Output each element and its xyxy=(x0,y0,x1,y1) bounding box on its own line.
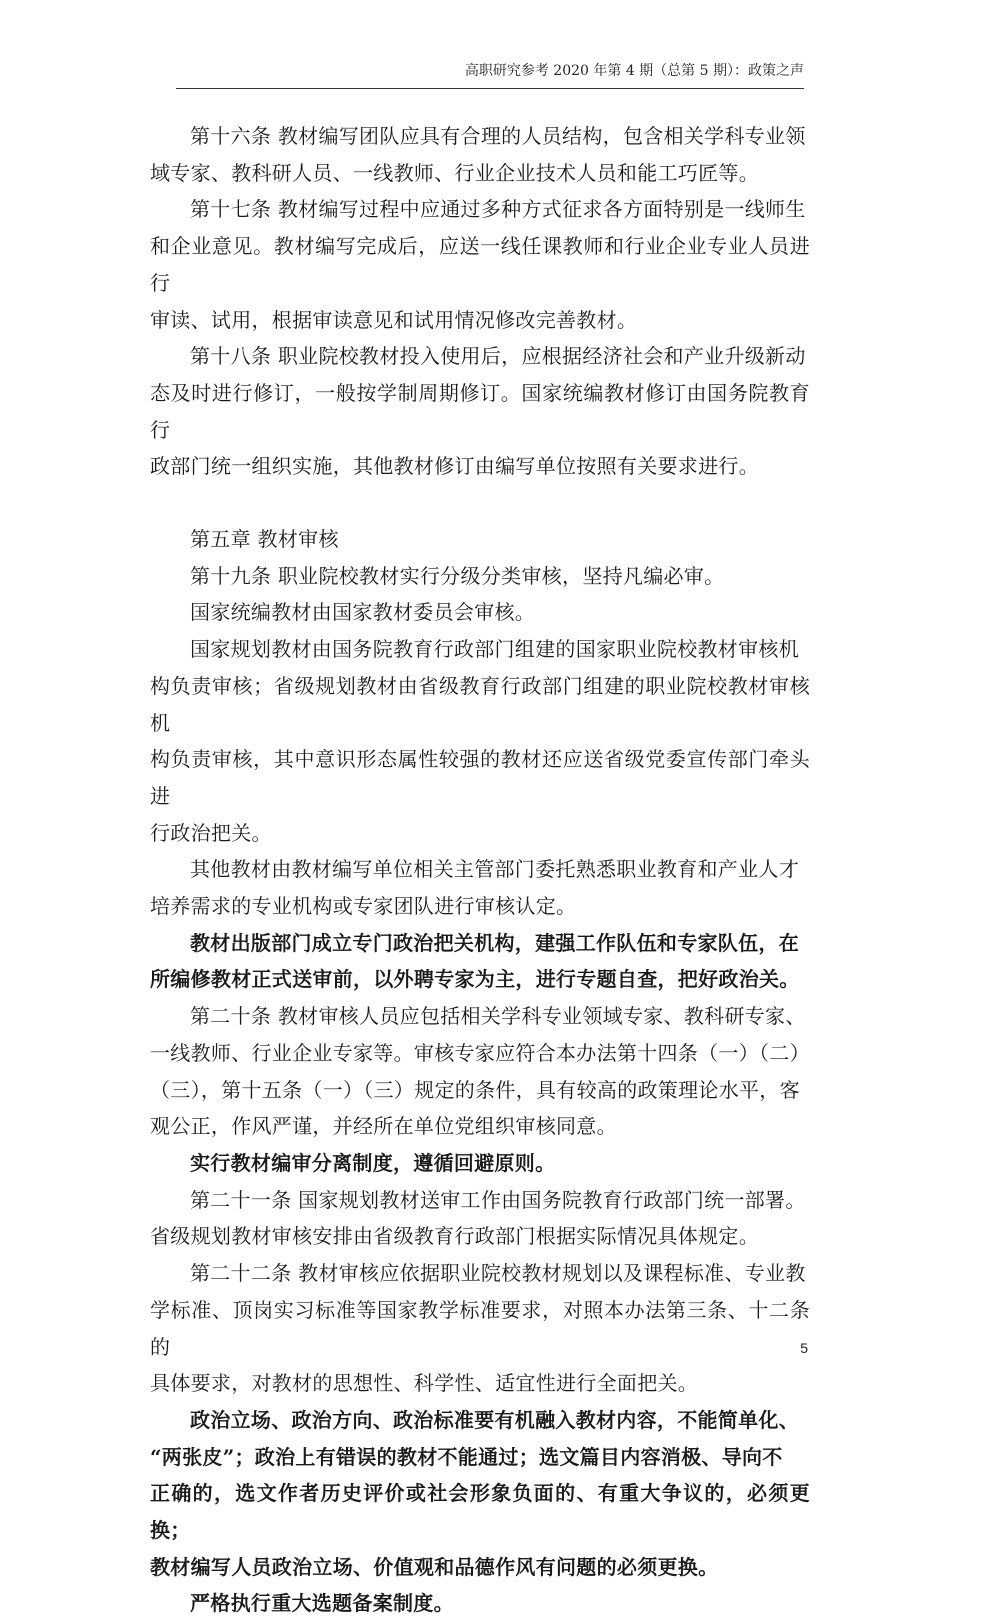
text-line: 第二十一条 国家规划教材送审工作由国务院教育行政部门统一部署。 xyxy=(190,1187,806,1212)
text-line: 审读、试用，根据审读意见和试用情况修改完善教材。 xyxy=(150,307,638,332)
paragraph-article-17 xyxy=(150,191,810,338)
text-line: 第五章 教材审核 xyxy=(190,527,339,552)
text-line: 第十七条 教材编写过程中应通过多种方式征求各方面特别是一线师生 xyxy=(190,197,806,222)
paragraph-national-planning xyxy=(150,631,810,851)
text-line: 观公正，作风严谨，并经所在单位党组织审核同意。 xyxy=(150,1114,617,1139)
text-line: 政部门统一组织实施，其他教材修订由编写单位按照有关要求进行。 xyxy=(150,454,759,479)
text-line: 态及时进行修订，一般按学制周期修订。国家统编教材修订由国务院教育行 xyxy=(150,380,810,442)
paragraph-article-18 xyxy=(150,338,810,485)
document-body xyxy=(150,118,810,1622)
paragraph-other-materials xyxy=(150,851,810,924)
text-line: 省级规划教材审核安排由省级教育行政部门根据实际情况具体规定。 xyxy=(150,1224,759,1249)
text-line: 政治立场、政治方向、政治标准要有机融入教材内容，不能简单化、 xyxy=(190,1407,799,1432)
text-line: 其他教材由教材编写单位相关主管部门委托熟悉职业教育和产业人才 xyxy=(190,857,799,882)
text-line: 第二十条 教材审核人员应包括相关学科专业领域专家、教科研专家、 xyxy=(190,1004,806,1029)
text-line: 域专家、教科研人员、一线教师、行业企业技术人员和能工巧匠等。 xyxy=(150,160,759,185)
text-line: 国家统编教材由国家教材委员会审核。 xyxy=(190,600,536,625)
header-rule xyxy=(176,88,804,89)
text-line: 第十八条 职业院校教材投入使用后，应根据经济社会和产业升级新动 xyxy=(190,344,806,369)
paragraph-article-19 xyxy=(190,558,810,595)
text-line: 一线教师、行业企业专家等。审核专家应符合本办法第十四条（一）（二） xyxy=(150,1040,810,1065)
text-line: 构负责审核，其中意识形态属性较强的教材还应送省级党委宣传部门牵头进 xyxy=(150,747,810,808)
running-header: 高职研究参考 2020 年第 4 期（总第 5 期）：政策之声 xyxy=(464,63,804,79)
text-line: 和企业意见。教材编写完成后，应送一线任课教师和行业企业专业人员进行 xyxy=(150,234,810,295)
paragraph-article-16 xyxy=(150,118,810,191)
paragraph-separation-rule xyxy=(190,1145,810,1182)
text-line: “两张皮”；政治上有错误的教材不能通过；选文篇目内容消极、导向不 xyxy=(150,1444,783,1469)
text-line: 所编修教材正式送审前，以外聘专家为主，进行专题自查，把好政治关。 xyxy=(150,967,800,992)
chapter-heading xyxy=(190,521,810,558)
page-number: 5 xyxy=(800,1340,808,1356)
paragraph-article-22 xyxy=(150,1255,810,1402)
text-line: 严格执行重大选题备案制度。 xyxy=(190,1591,454,1616)
text-line: 第十九条 职业院校教材实行分级分类审核，坚持凡编必审。 xyxy=(190,563,725,588)
text-line: 教材编写人员政治立场、价值观和品德作风有问题的必须更换。 xyxy=(150,1554,719,1579)
text-line: 学标准、顶岗实习标准等国家教学标准要求，对照本办法第三条、十二条的 xyxy=(150,1297,810,1359)
text-line: 第十六条 教材编写团队应具有合理的人员结构，包含相关学科专业领 xyxy=(190,124,806,148)
paragraph-political-review xyxy=(150,925,810,998)
text-line: （三），第十五条（一）（三）规定的条件，具有较高的政策理论水平，客 xyxy=(150,1077,800,1102)
paragraph-article-21 xyxy=(150,1182,810,1255)
text-line: 教材出版部门成立专门政治把关机构，建强工作队伍和专家队伍，在 xyxy=(190,930,799,955)
text-line: 正确的，选文作者历史评价或社会形象负面的、有重大争议的，必须更换； xyxy=(150,1481,810,1543)
paragraph-political-standards xyxy=(150,1402,810,1586)
text-line: 国家规划教材由国务院教育行政部门组建的国家职业院校教材审核机 xyxy=(190,637,799,662)
text-line: 实行教材编审分离制度，遵循回避原则。 xyxy=(190,1150,556,1175)
text-line: 行政治把关。 xyxy=(150,820,272,845)
text-line: 第二十二条 教材审核应依据职业院校教材规划以及课程标准、专业教 xyxy=(190,1261,806,1286)
paragraph-national-unified xyxy=(190,594,810,631)
text-line: 构负责审核；省级规划教材由省级教育行政部门组建的职业院校教材审核机 xyxy=(150,673,810,735)
paragraph-article-20 xyxy=(150,998,810,1145)
section-gap xyxy=(190,485,810,521)
text-line: 具体要求，对教材的思想性、科学性、适宜性进行全面把关。 xyxy=(150,1371,699,1396)
paragraph-major-topics xyxy=(190,1585,810,1622)
text-line: 培养需求的专业机构或专家团队进行审核认定。 xyxy=(150,894,577,919)
